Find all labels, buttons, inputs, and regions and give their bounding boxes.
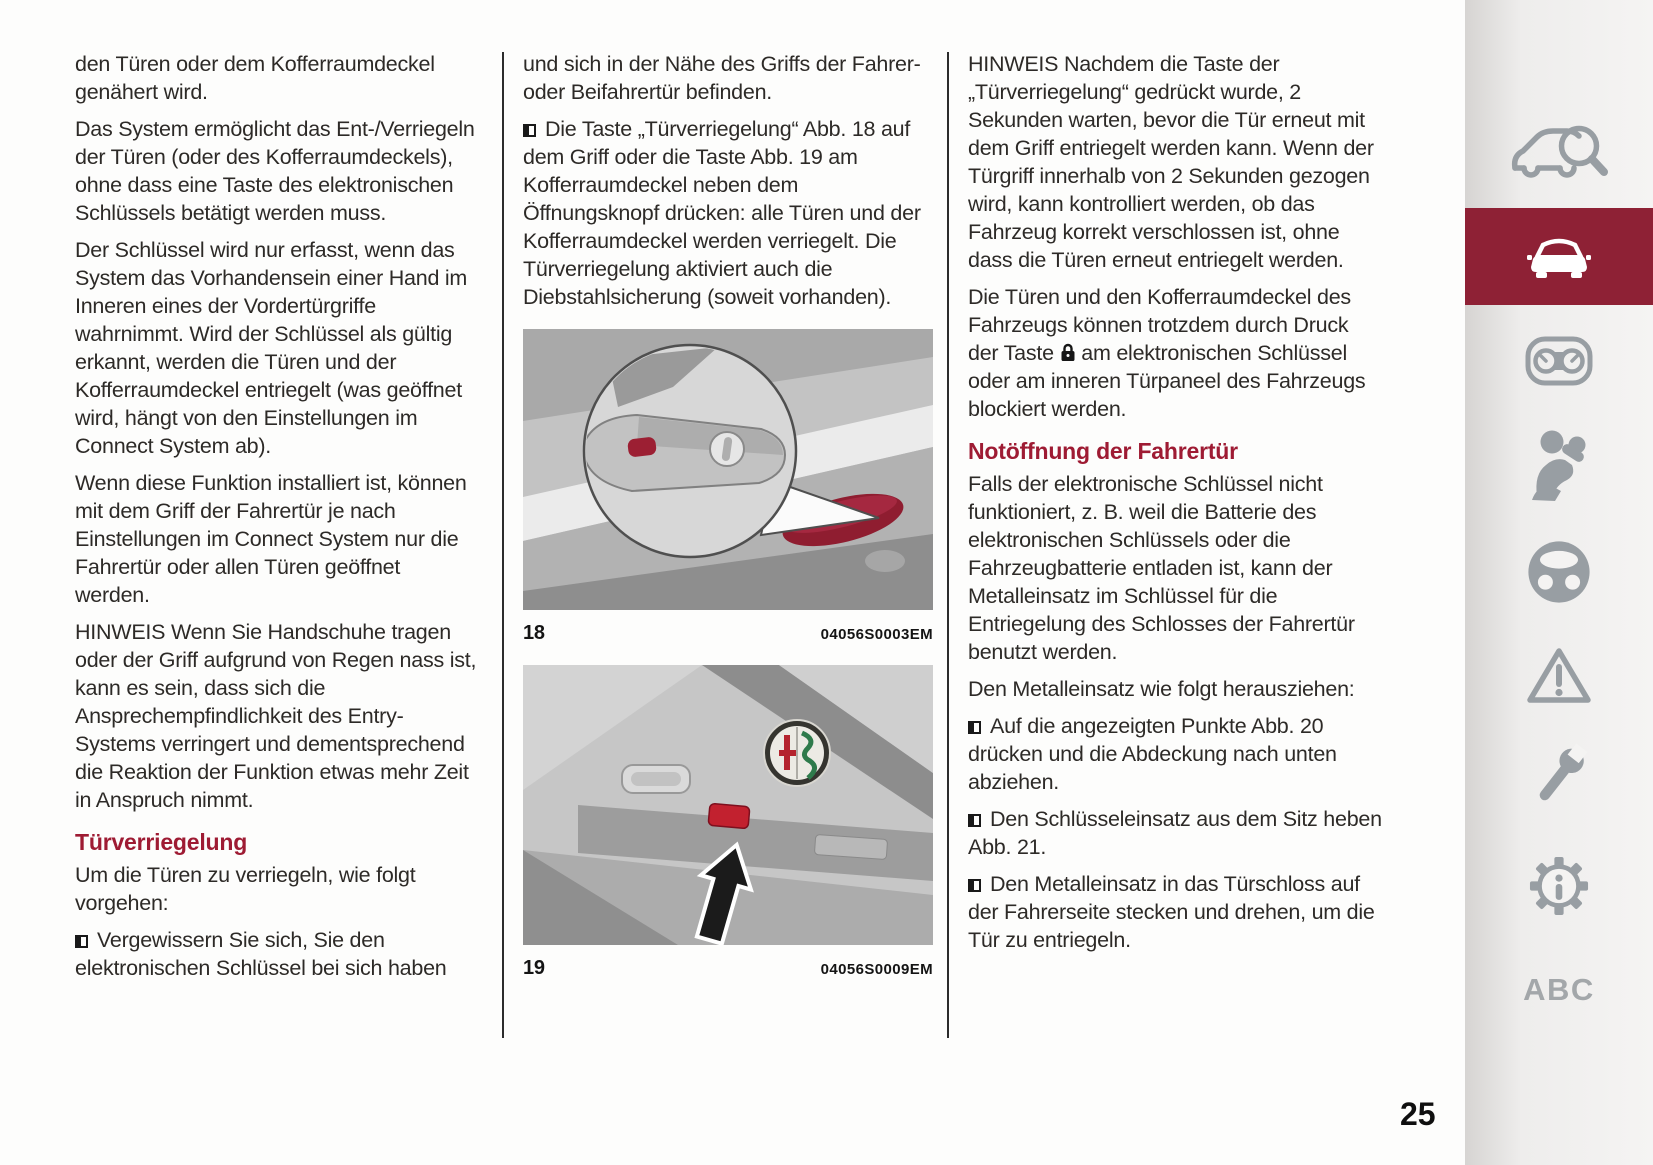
- car-front-icon: [1526, 233, 1592, 281]
- figure-19-image: [523, 665, 933, 945]
- wrench-icon: [1527, 738, 1591, 816]
- square-bullet-icon: [968, 721, 981, 734]
- list-item: [75, 926, 479, 982]
- column-divider: [947, 52, 949, 1038]
- body-paragraph: Falls der elektronische Schlüssel nicht funktioniert, z. B. weil die Batterie des elektronischen Schlüssels oder die Fahrzeugbatterie entladen ist, kann der Metalleinsatz im Schlüssel für die Entriegelung des Schlosses der Fahrertür benutzt werden.: [968, 472, 1355, 664]
- list-item: [968, 870, 1382, 954]
- square-bullet-icon: [523, 124, 536, 137]
- list-item: [968, 805, 1382, 861]
- figure-number: 19: [523, 957, 545, 979]
- list-item: [523, 115, 933, 311]
- sidebar-item-warning-lights[interactable]: [1465, 645, 1653, 707]
- column-divider: [502, 52, 504, 1038]
- airbag-icon: [1528, 428, 1590, 502]
- figure-code: 04056S0009EM: [820, 961, 933, 978]
- figure-19: [523, 665, 933, 984]
- list-item-text: Auf die angezeigten Punkte Abb. 20 drücken und die Abdeckung nach unten abziehen.: [968, 714, 1337, 794]
- sidebar-item-starting-driving[interactable]: [1465, 538, 1653, 606]
- list-item-text: Den Metalleinsatz in das Türschloss auf der Fahrerseite stecken und drehen, um die Tür zu entriegeln.: [968, 872, 1375, 952]
- list-item-text: Die Taste „Türverriegelung“ Abb. 18 auf dem Griff oder die Taste Abb. 19 am Kofferraumdeckel neben dem Öffnungsknopf drücken: alle Türen und der Kofferraumdeckel werden verriegelt. Die Türverriegelung aktiviert auch die Diebstahlsicherung (soweit vorhanden).: [523, 117, 921, 309]
- figure-caption: [523, 954, 933, 984]
- body-paragraph: Der Schlüssel wird nur erfasst, wenn das System das Vorhandensein einer Hand im Inneren eines der Vordertürgriffe wahrnimmt. Wird der Schlüssel als gültig erkannt, werden die Türen und der Kofferraumdeckel entriegelt (was geöffnet wird, hängt von den Einstellungen im Connect System ab).: [75, 238, 468, 458]
- body-paragraph: Wenn diese Funktion installiert ist, können mit dem Griff der Fahrertür je nach Einstellungen im Connect System nur die Fahrertür oder allen Türen geöffnet werden.: [75, 471, 467, 607]
- sidebar-item-index[interactable]: [1465, 968, 1653, 1012]
- figure-18-image: [523, 329, 933, 610]
- sidebar-item-getting-to-know[interactable]: [1465, 112, 1653, 190]
- body-paragraph: Den Metalleinsatz wie folgt herausziehen:: [968, 677, 1355, 701]
- body-paragraph: Das System ermöglicht das Ent-/Verriegeln der Türen (oder des Kofferraumdeckels), ohne dass eine Taste des elektronischen Schlüssels betätigt werden muss.: [75, 117, 475, 225]
- info-gear-icon: [1526, 852, 1592, 920]
- padlock-icon: [1060, 341, 1076, 365]
- paragraph-text: Die Türen und den Kofferraumdeckel des Fahrzeugs können trotzdem durch Druck der Taste: [968, 285, 1351, 365]
- square-bullet-icon: [968, 879, 981, 892]
- steering-wheel-icon: [1525, 538, 1593, 606]
- figure-number: 18: [523, 622, 545, 644]
- page-number: 25: [1400, 1096, 1436, 1132]
- right-column: [968, 50, 1382, 963]
- section-heading-tuerverriegelung: Türverriegelung: [75, 829, 248, 855]
- figure-18: [523, 329, 933, 649]
- body-paragraph: den Türen oder dem Kofferraumdeckel genähert wird.: [75, 52, 435, 104]
- sidebar-item-safety-active[interactable]: [1465, 208, 1653, 305]
- figure-caption: [523, 619, 933, 649]
- abc-index-label: ABC: [1523, 972, 1595, 1007]
- sidebar-item-technical-info[interactable]: [1465, 852, 1653, 920]
- warning-triangle-icon: [1526, 646, 1592, 706]
- paragraph-text: am elektronischen Schlüssel oder am inneren Türpaneel des Fahrzeugs blockiert werden.: [968, 341, 1366, 421]
- section-heading-notoeffnung: Notöffnung der Fahrertür: [968, 438, 1238, 464]
- section-tab-sidebar: [1465, 0, 1653, 1165]
- square-bullet-icon: [75, 935, 88, 948]
- square-bullet-icon: [968, 814, 981, 827]
- body-paragraph: [968, 283, 1382, 423]
- list-item-text: Den Schlüsseleinsatz aus dem Sitz heben Abb. 21.: [968, 807, 1382, 859]
- figure-code: 04056S0003EM: [820, 626, 933, 643]
- left-column: [75, 50, 479, 991]
- car-search-icon: [1510, 115, 1608, 187]
- instrument-panel-icon: [1525, 335, 1593, 387]
- trunk-lock-button: [708, 803, 750, 828]
- alfa-romeo-badge: [764, 720, 830, 786]
- middle-column: [523, 50, 933, 979]
- list-item: [968, 712, 1382, 796]
- list-item-text: Vergewissern Sie sich, Sie den elektronischen Schlüssel bei sich haben: [75, 928, 447, 980]
- body-paragraph: und sich in der Nähe des Griffs der Fahrer- oder Beifahrertür befinden.: [523, 52, 921, 104]
- sidebar-item-airbag[interactable]: [1465, 428, 1653, 502]
- body-paragraph: Um die Türen zu verriegeln, wie folgt vorgehen:: [75, 863, 416, 915]
- body-paragraph: HINWEIS Wenn Sie Handschuhe tragen oder der Griff aufgrund von Regen nass ist, kann es sein, dass sich die Ansprechempfindlichkeit des Entry-Systems verringert und dementsprechend die Reaktion der Funktion etwas mehr Zeit in Anspruch nimmt.: [75, 620, 477, 812]
- sidebar-item-maintenance[interactable]: [1465, 738, 1653, 816]
- sidebar-item-instrument-panel[interactable]: [1465, 334, 1653, 388]
- body-paragraph: HINWEIS Nachdem die Taste der „Türverriegelung“ gedrückt wurde, 2 Sekunden warten, bevor die Tür erneut mit dem Griff entriegelt werden kann. Wenn der Türgriff innerhalb von 2 Sekunden gezogen wird, kann kontrolliert werden, ob das Fahrzeug korrekt verschlossen ist, ohne dass die Türen erneut entriegelt werden.: [968, 52, 1374, 272]
